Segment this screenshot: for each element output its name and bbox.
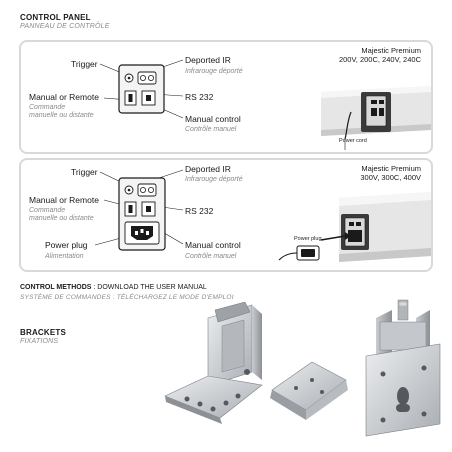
- manual-remote-label-2: Manual or Remote: [29, 195, 99, 205]
- brackets-subtitle: FIXATIONS: [20, 338, 59, 345]
- control-methods-subtitle: SYSTÈME DE COMMANDES : TÉLÉCHARGEZ LE MODE D'EMPLOI: [20, 294, 234, 301]
- manual-control-fr-label: Contrôle manuel: [185, 126, 237, 133]
- deported-ir-label-2: Deported IR: [185, 164, 231, 174]
- control-methods-download-link[interactable]: : DOWNLOAD THE USER MANUAL: [91, 284, 207, 291]
- control-panel-title: CONTROL PANEL: [20, 13, 91, 22]
- control-panel-subtitle: PANNEAU DE CONTRÔLE: [20, 23, 110, 30]
- bracket-2: [270, 362, 348, 420]
- manual-remote-fr-label-2: manuelle ou distante: [29, 112, 94, 119]
- manual-remote-label: Manual or Remote: [29, 92, 99, 102]
- trigger-label: Trigger: [71, 59, 98, 69]
- power-plug-callout: Power plug: [294, 236, 322, 242]
- trigger-label-2: Trigger: [71, 167, 98, 177]
- manual-control-label-2: Manual control: [185, 240, 241, 250]
- power-plug-fr-label: Alimentation: [45, 253, 84, 260]
- manual-control-label: Manual control: [185, 114, 241, 124]
- bracket-3: [366, 300, 440, 436]
- rs232-label-2: RS 232: [185, 206, 214, 216]
- deported-ir-label: Deported IR: [185, 55, 231, 65]
- manual-remote-fr-label-2a: Commande: [29, 207, 66, 214]
- deported-ir-fr-label-2: Infrarouge déporté: [185, 176, 243, 183]
- power-cord-label: Power cord: [339, 138, 367, 144]
- manual-remote-fr-label-2b: manuelle ou distante: [29, 215, 94, 222]
- brackets-title: BRACKETS: [20, 328, 67, 337]
- manual-remote-fr-label-1: Commande: [29, 104, 66, 111]
- model-variants-1: 200V, 200C, 240V, 240C: [338, 55, 421, 64]
- control-methods-title: CONTROL METHODS: [20, 284, 92, 291]
- rs232-label: RS 232: [185, 92, 214, 102]
- deported-ir-fr-label: Infrarouge déporté: [185, 68, 243, 75]
- manual-control-fr-label-2: Contrôle manuel: [185, 253, 237, 260]
- bracket-1: [165, 302, 262, 424]
- model-name-1: Majestic Premium: [361, 46, 421, 55]
- model-name-2: Majestic Premium: [361, 164, 421, 173]
- power-plug-label: Power plug: [45, 240, 88, 250]
- model-variants-2: 300V, 300C, 400V: [360, 173, 421, 182]
